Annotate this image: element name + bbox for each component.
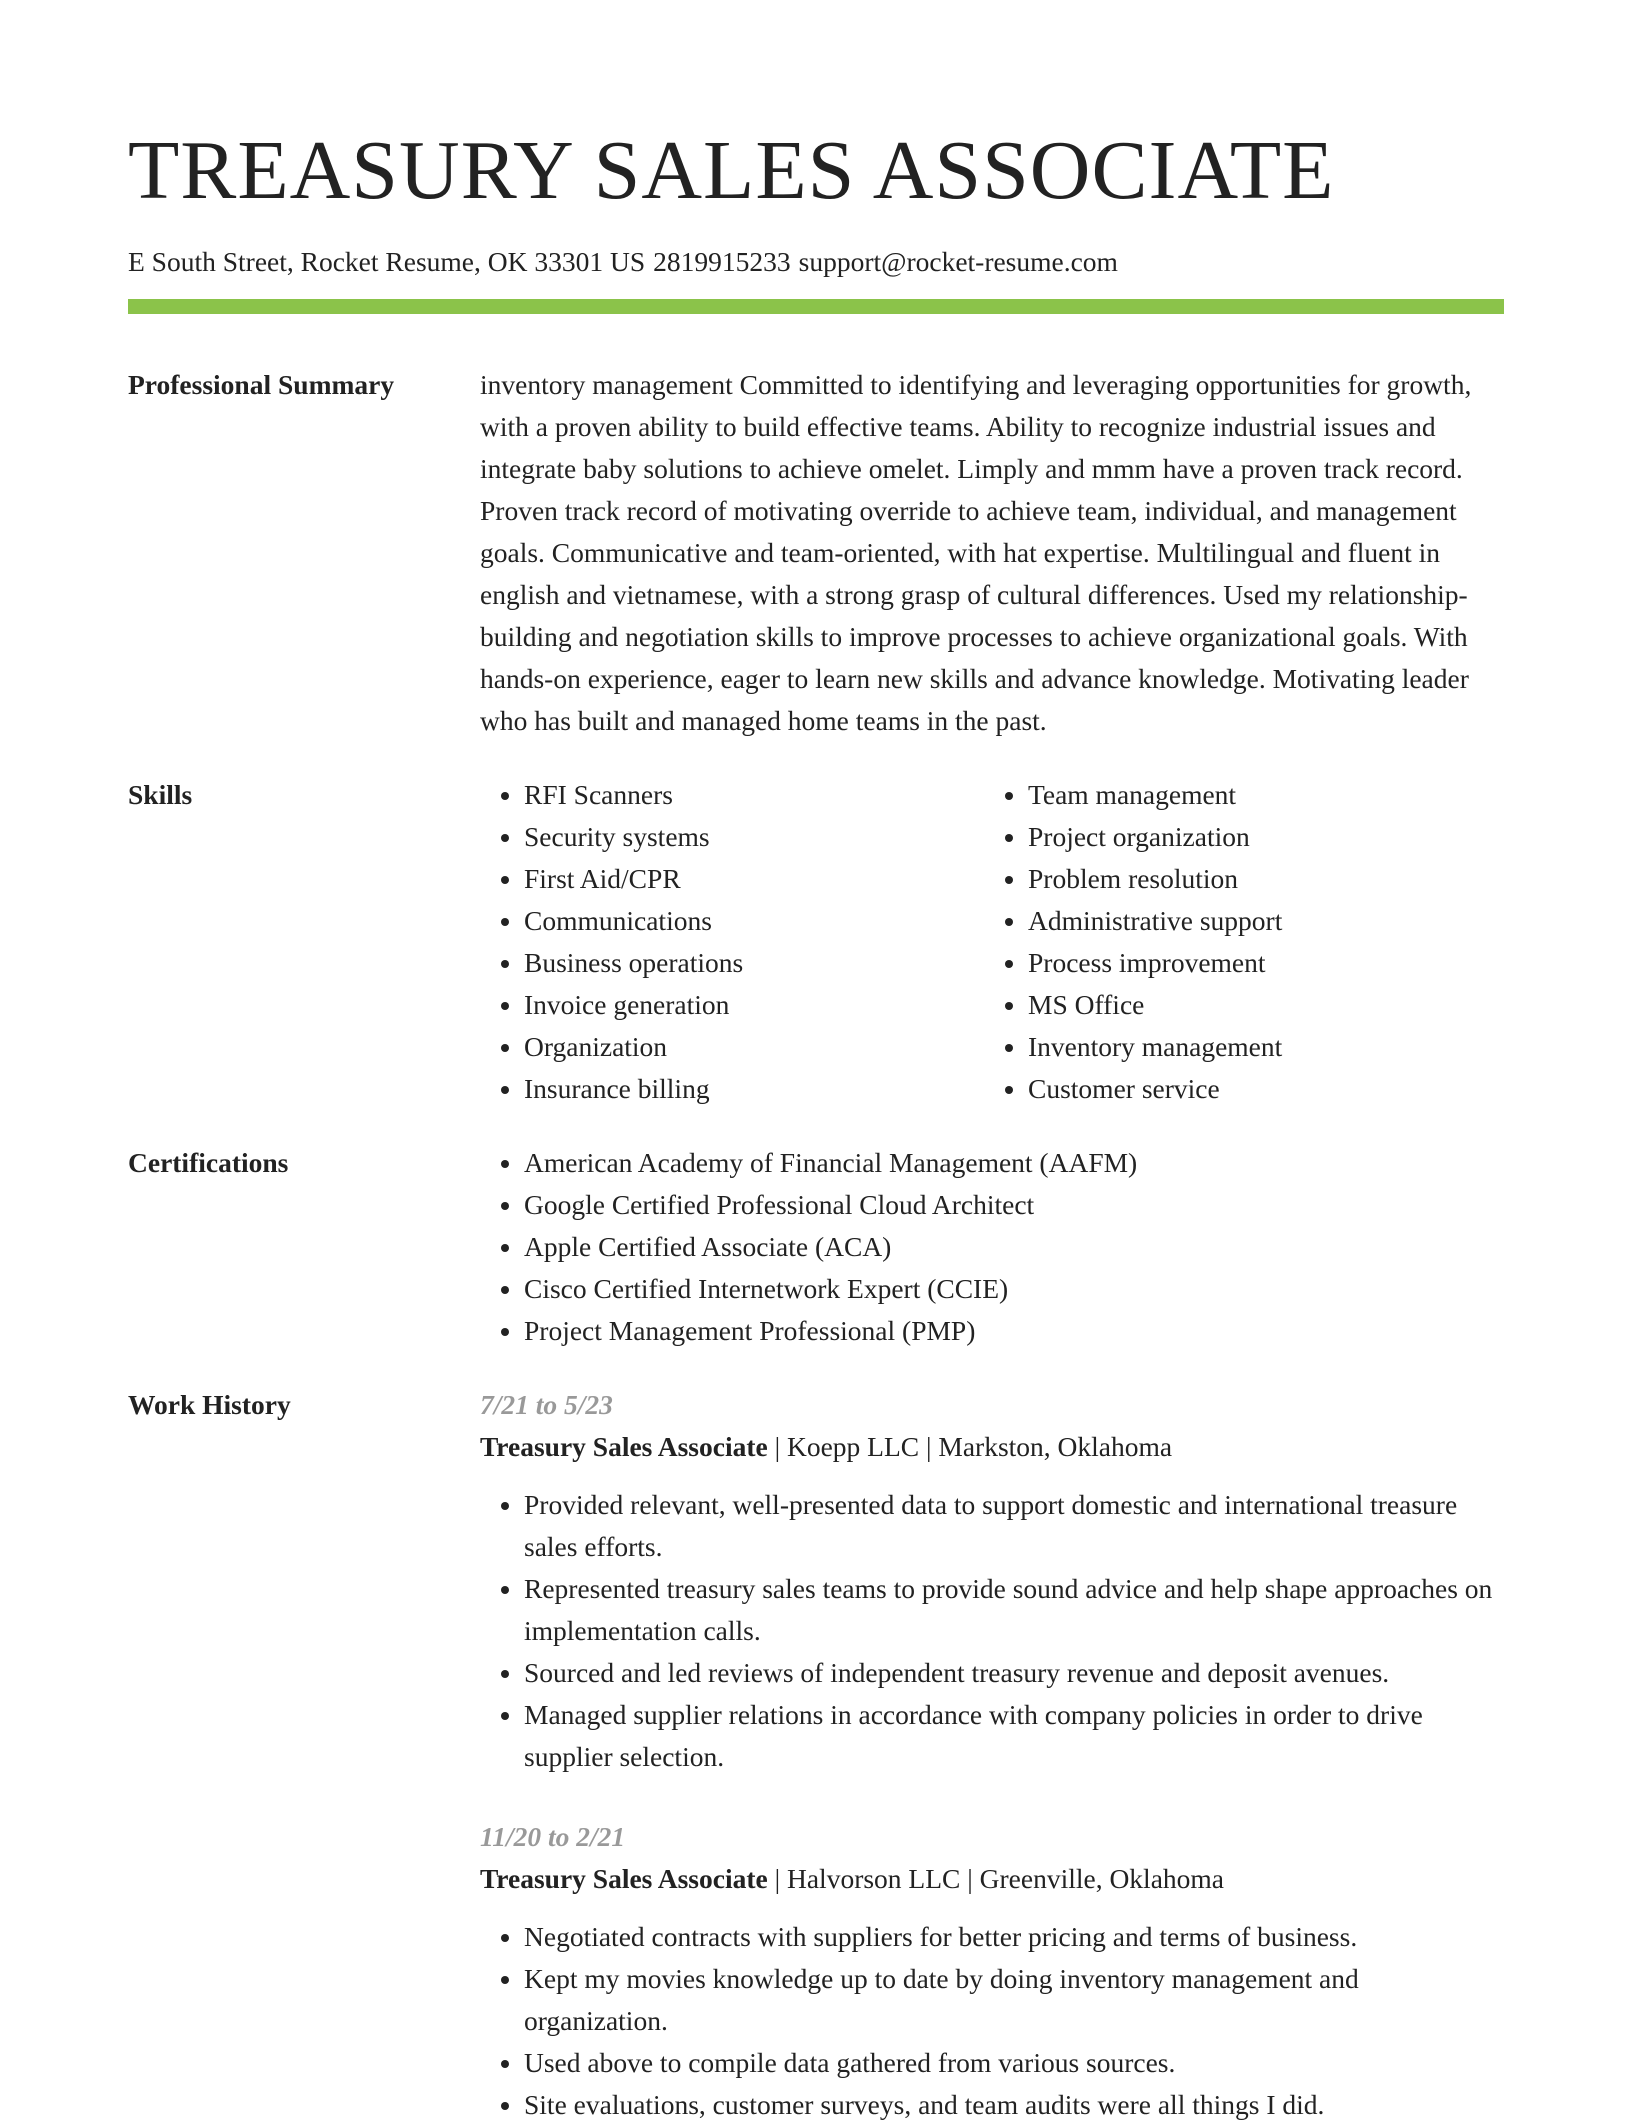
section-work-history (128, 1384, 1504, 2126)
skills-column-left (480, 774, 984, 1110)
skill-item: • Security systems (524, 816, 984, 858)
section-label-certifications: Certifications (128, 1147, 289, 1178)
certification-item: • American Academy of Financial Management (AAFM) (524, 1142, 1504, 1184)
job-title: Treasury Sales Associate (480, 1431, 768, 1462)
job-bullet: • Sourced and led reviews of independent treasury revenue and deposit avenues. (524, 1652, 1504, 1694)
job-dates: 11/20 to 2/21 (480, 1821, 626, 1852)
skill-item: • Business operations (524, 942, 984, 984)
job-bullets (480, 1484, 1504, 1778)
certification-item: • Project Management Professional (PMP) (524, 1310, 1504, 1352)
skill-item: • First Aid/CPR (524, 858, 984, 900)
skills-list (480, 774, 1504, 1110)
job-bullet: • Managed supplier relations in accordance with company policies in order to drive supplier selection. (524, 1694, 1504, 1778)
job-bullet: • Kept my movies knowledge up to date by doing inventory management and organization. (524, 1958, 1504, 2042)
contact-email[interactable]: support@rocket-resume.com (798, 246, 1118, 277)
skill-item: • Project organization (1028, 816, 1504, 858)
section-label-summary: Professional Summary (128, 369, 395, 400)
section-skills (128, 774, 1504, 1110)
skill-item: • Invoice generation (524, 984, 984, 1026)
skill-item: • RFI Scanners (524, 774, 984, 816)
job-title: Treasury Sales Associate (480, 1863, 768, 1894)
section-certifications (128, 1142, 1504, 1352)
certifications-bullets (480, 1142, 1504, 1352)
skill-item: • Communications (524, 900, 984, 942)
skill-item: • Process improvement (1028, 942, 1504, 984)
certification-item: • Cisco Certified Internetwork Expert (CCIE) (524, 1268, 1504, 1310)
job-company: Koepp LLC (786, 1431, 920, 1462)
resume-name: TREASURY SALES ASSOCIATE (128, 124, 1335, 217)
skills-column-right (984, 774, 1504, 1110)
job-bullet: • Represented treasury sales teams to provide sound advice and help shape approaches on implementation calls. (524, 1568, 1504, 1652)
job-bullets (480, 1916, 1504, 2126)
skill-item: • Administrative support (1028, 900, 1504, 942)
skill-item: • Insurance billing (524, 1068, 984, 1110)
job-dates: 7/21 to 5/23 (480, 1389, 613, 1420)
job-location: Greenville, Oklahoma (979, 1863, 1224, 1894)
resume-page (128, 0, 1504, 2126)
section-summary (128, 364, 1504, 742)
job-bullet: • Site evaluations, customer surveys, and team audits were all things I did. (524, 2084, 1504, 2126)
job-location: Markston, Oklahoma (938, 1431, 1173, 1462)
job-bullet: • Negotiated contracts with suppliers for better pricing and terms of business. (524, 1916, 1504, 1958)
contact-address: E South Street, Rocket Resume, OK 33301 US (128, 246, 646, 277)
job-bullet: • Provided relevant, well-presented data to support domestic and international treasure sales efforts. (524, 1484, 1504, 1568)
skill-item: • Problem resolution (1028, 858, 1504, 900)
job-entry (480, 1384, 1504, 1778)
section-label-skills: Skills (128, 779, 193, 810)
skill-item: • MS Office (1028, 984, 1504, 1026)
certification-item: • Google Certified Professional Cloud Architect (524, 1184, 1504, 1226)
certification-item: • Apple Certified Associate (ACA) (524, 1226, 1504, 1268)
skill-item: • Customer service (1028, 1068, 1504, 1110)
job-entry (480, 1816, 1504, 2126)
section-label-work-history: Work History (128, 1389, 291, 1420)
certifications-list (480, 1142, 1504, 1352)
skill-item: • Team management (1028, 774, 1504, 816)
contact-phone: 2819915233 (653, 246, 791, 277)
work-history-list (480, 1384, 1504, 2126)
contact-line (128, 244, 1504, 280)
summary-text: inventory management Committed to identifying and leveraging opportunities for growth, with a proven ability to build effective teams. Ability to recognize industrial issues and integrate baby solutions to achieve omelet. Limply and mmm have a proven track record. Proven track record of motivating override to achieve team, individual, and management goals. Communicative and team-oriented, with hat expertise. Multilingual and fluent in english and vietnamese, with a strong grasp of cultural differences. Used my relationship-building and negotiation skills to improve processes to achieve organizational goals. With hands-on experience, eager to learn new skills and advance knowledge. Motivating leader who has built and managed home teams in the past. (480, 369, 1472, 736)
job-company: Halvorson LLC (786, 1863, 961, 1894)
skill-item: • Inventory management (1028, 1026, 1504, 1068)
job-heading: Treasury Sales Associate | Halvorson LLC | Greenville, Oklahoma (480, 1863, 1224, 1894)
job-bullet: • Used above to compile data gathered from various sources. (524, 2042, 1504, 2084)
skill-item: • Organization (524, 1026, 984, 1068)
job-heading: Treasury Sales Associate | Koepp LLC | Markston, Oklahoma (480, 1431, 1173, 1462)
header-divider (128, 299, 1504, 314)
